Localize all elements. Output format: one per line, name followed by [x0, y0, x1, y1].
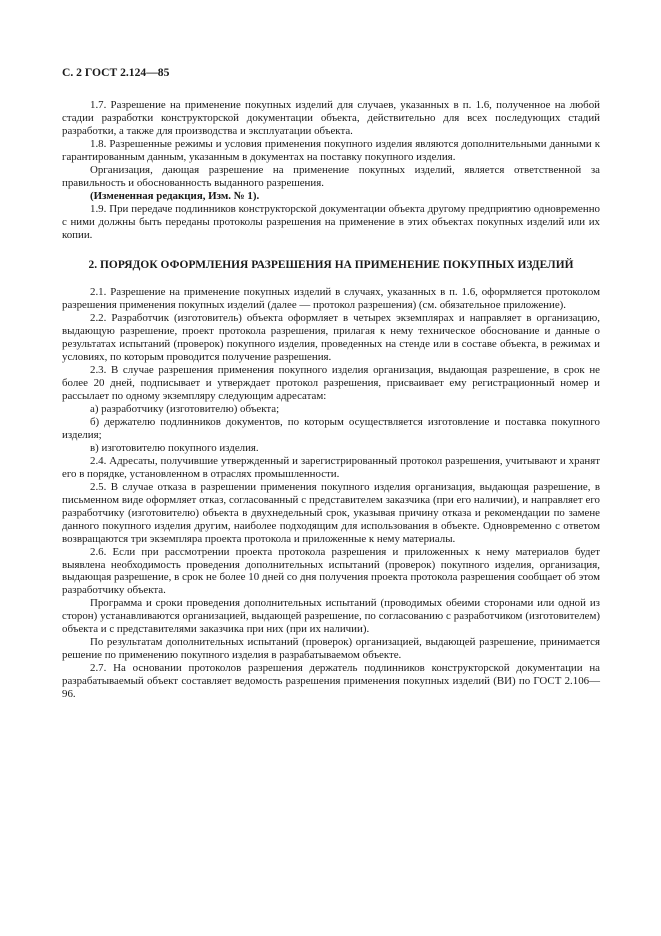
clause-2-3: 2.3. В случае разрешения применения покупного изделия организация, выдающая разрешение, в срок не более 20 дней, подписывает и утверждает протокол разрешения, присваивает ему регистрационный номер и рассылает по одному экземпляру следующим адресатам: — [62, 364, 600, 403]
clause-2-4: 2.4. Адресаты, получившие утвержденный и зарегистрированный протокол разрешения, учитывают и хранят его в порядке, установленном в отраслях промышленности. — [62, 454, 600, 480]
running-head: С. 2 ГОСТ 2.124—85 — [62, 66, 170, 79]
clause-2-5: 2.5. В случае отказа в разрешении применения покупного изделия организация, выдающая разрешение, в письменном виде оформляет отказ, согласованный с представителем заказчика (при его наличии), и направляет его разработчику (изготовителю) объекта в двухнедельный срок, указывая причину отказа и рекомендации по замене данного покупного изделия другим, наиболее подходящим для использования в объекте. Одновременно с ответом возвращаются три экземпляра проекта протокола и приложенные к нему материалы. — [62, 480, 600, 545]
list-item-c: в) изготовителю покупного изделия. — [90, 441, 259, 454]
clause-2-7: 2.7. На основании протоколов разрешения держатель подлинников конструкторской документации на разрабатываемый объект составляет ведомость разрешения применения покупных изделий (ВИ) по ГОСТ 2.106—96. — [62, 662, 600, 701]
section-2-body — [62, 286, 600, 701]
edition-note: (Измененная редакция, Изм. № 1). — [90, 189, 260, 202]
clause-2-1: 2.1. Разрешение на применение покупных изделий в случаях, указанных в п. 1.6, оформляется протоколом разрешения применения покупных изделий (далее — протокол разрешения) (см. обязательное приложение). — [62, 286, 600, 312]
clause-1-8-responsibility: Организация, дающая разрешение на применение покупных изделий, является ответственной за правильность и обоснованность выданного разрешения. — [62, 163, 600, 189]
clause-1-7: 1.7. Разрешение на применение покупных изделий для случаев, указанных в п. 1.6, полученное на любой стадии разработки конструкторской документации объекта, действительно для всех последующих стадий разработки, а также для производства и эксплуатации объекта. — [62, 99, 600, 137]
clause-2-6-decision: По результатам дополнительных испытаний (проверок) организацией, выдающей разрешение, принимается решение по применению покупного изделия в разрабатываемом объекте. — [62, 636, 600, 662]
document-page — [62, 66, 600, 701]
clause-1-9: 1.9. При передаче подлинников конструкторской документации объекта другому предприятию одновременно с ними должны быть переданы протоколы разрешения на применение в этих объектах покупных изделий или их копии. — [62, 202, 600, 241]
list-item-b: б) держателю подлинников документов, по которым осуществляется изготовление и поставка покупного изделия; — [62, 416, 600, 441]
section-1-continuation — [62, 99, 600, 241]
clause-2-6-program: Программа и сроки проведения дополнительных испытаний (проводимых обеими сторонами или одной из сторон) устанавливаются организацией, выдающей разрешение, по согласованию с разработчиком (изготовителем) объекта и с представителями заказчика при них (при их наличии). — [62, 597, 600, 636]
section-2-heading: 2. ПОРЯДОК ОФОРМЛЕНИЯ РАЗРЕШЕНИЯ НА ПРИМЕНЕНИЕ ПОКУПНЫХ ИЗДЕЛИЙ — [88, 259, 574, 272]
list-item-a: а) разработчику (изготовителю) объекта; — [90, 403, 280, 416]
clause-1-8: 1.8. Разрешенные режимы и условия применения покупного изделия являются дополнительными данными к гарантированным данным, указанным в документах на поставку покупного изделия. — [62, 137, 600, 163]
clause-2-2: 2.2. Разработчик (изготовитель) объекта оформляет в четырех экземплярах и направляет в организацию, выдающую разрешение, проект протокола разрешения, прилагая к нему техническое обоснование и данные о результатах испытаний (проверок) покупного изделия, проведенных на стенде или в составе объекта, в режимах и условиях, по которым проводится получение разрешения. — [62, 312, 600, 364]
clause-2-6: 2.6. Если при рассмотрении проекта протокола разрешения и приложенных к нему материалов будет выявлена необходимость проведения дополнительных испытаний (проверок) покупного изделия, организация, выдающая разрешение, в срок не более 10 дней со дня получения проекта протокола разрешения сообщает об этом разработчику объекта. — [62, 545, 600, 597]
